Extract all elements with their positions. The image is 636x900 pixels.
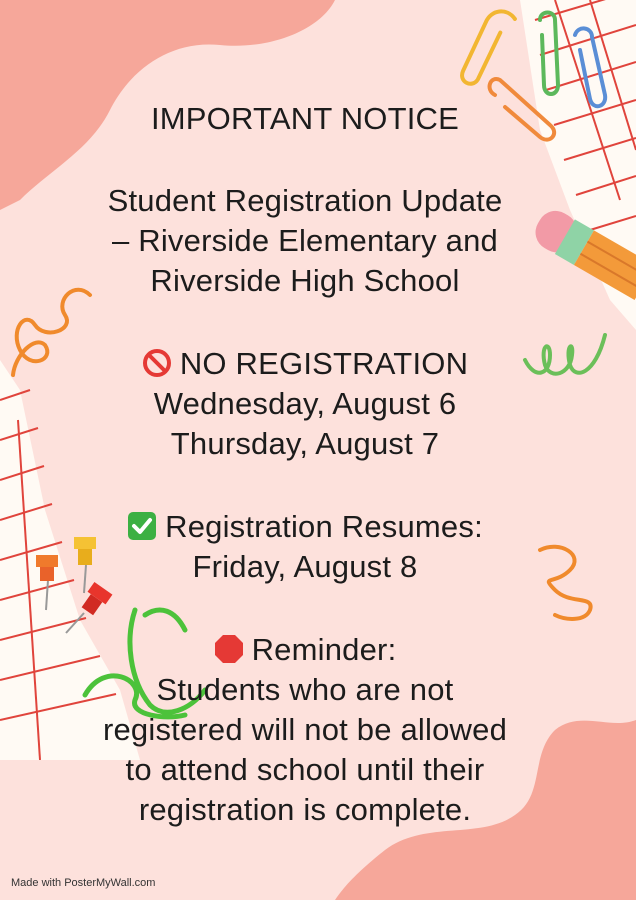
no-registration-heading: [40, 344, 570, 384]
postermywall-credit[interactable]: Made with PosterMyWall.com: [11, 877, 156, 889]
no-registration-label: NO REGISTRATION: [179, 346, 469, 381]
check-mark-icon: [127, 511, 157, 541]
reminder-line: registration is complete.: [138, 792, 472, 827]
reminder-line: Students who are not: [156, 672, 454, 707]
reminder-line: to attend school until their: [125, 752, 485, 787]
subtitle-block: [40, 181, 570, 301]
subtitle-line: Riverside High School: [150, 263, 460, 298]
notice-heading: IMPORTANT NOTICE: [150, 101, 460, 136]
subtitle-line: – Riverside Elementary and: [112, 223, 498, 258]
reminder-line: registered will not be allowed: [102, 712, 508, 747]
registration-resumes-date: Friday, August 8: [192, 549, 418, 584]
subtitle-line: Student Registration Update: [107, 183, 503, 218]
registration-resumes-label: Registration Resumes:: [165, 509, 483, 544]
no-registration-block: [40, 344, 570, 464]
no-registration-date: Wednesday, August 6: [153, 386, 457, 421]
notice-heading-block: [40, 99, 570, 139]
no-registration-date: Thursday, August 7: [170, 426, 440, 461]
prohibited-icon: [142, 348, 172, 378]
reminder-block: [40, 630, 570, 830]
registration-resumes-heading: [40, 507, 570, 547]
reminder-heading: [40, 630, 570, 670]
reminder-label: Reminder:: [251, 632, 397, 667]
stop-sign-icon: [214, 634, 244, 664]
registration-resumes-block: [40, 507, 570, 587]
